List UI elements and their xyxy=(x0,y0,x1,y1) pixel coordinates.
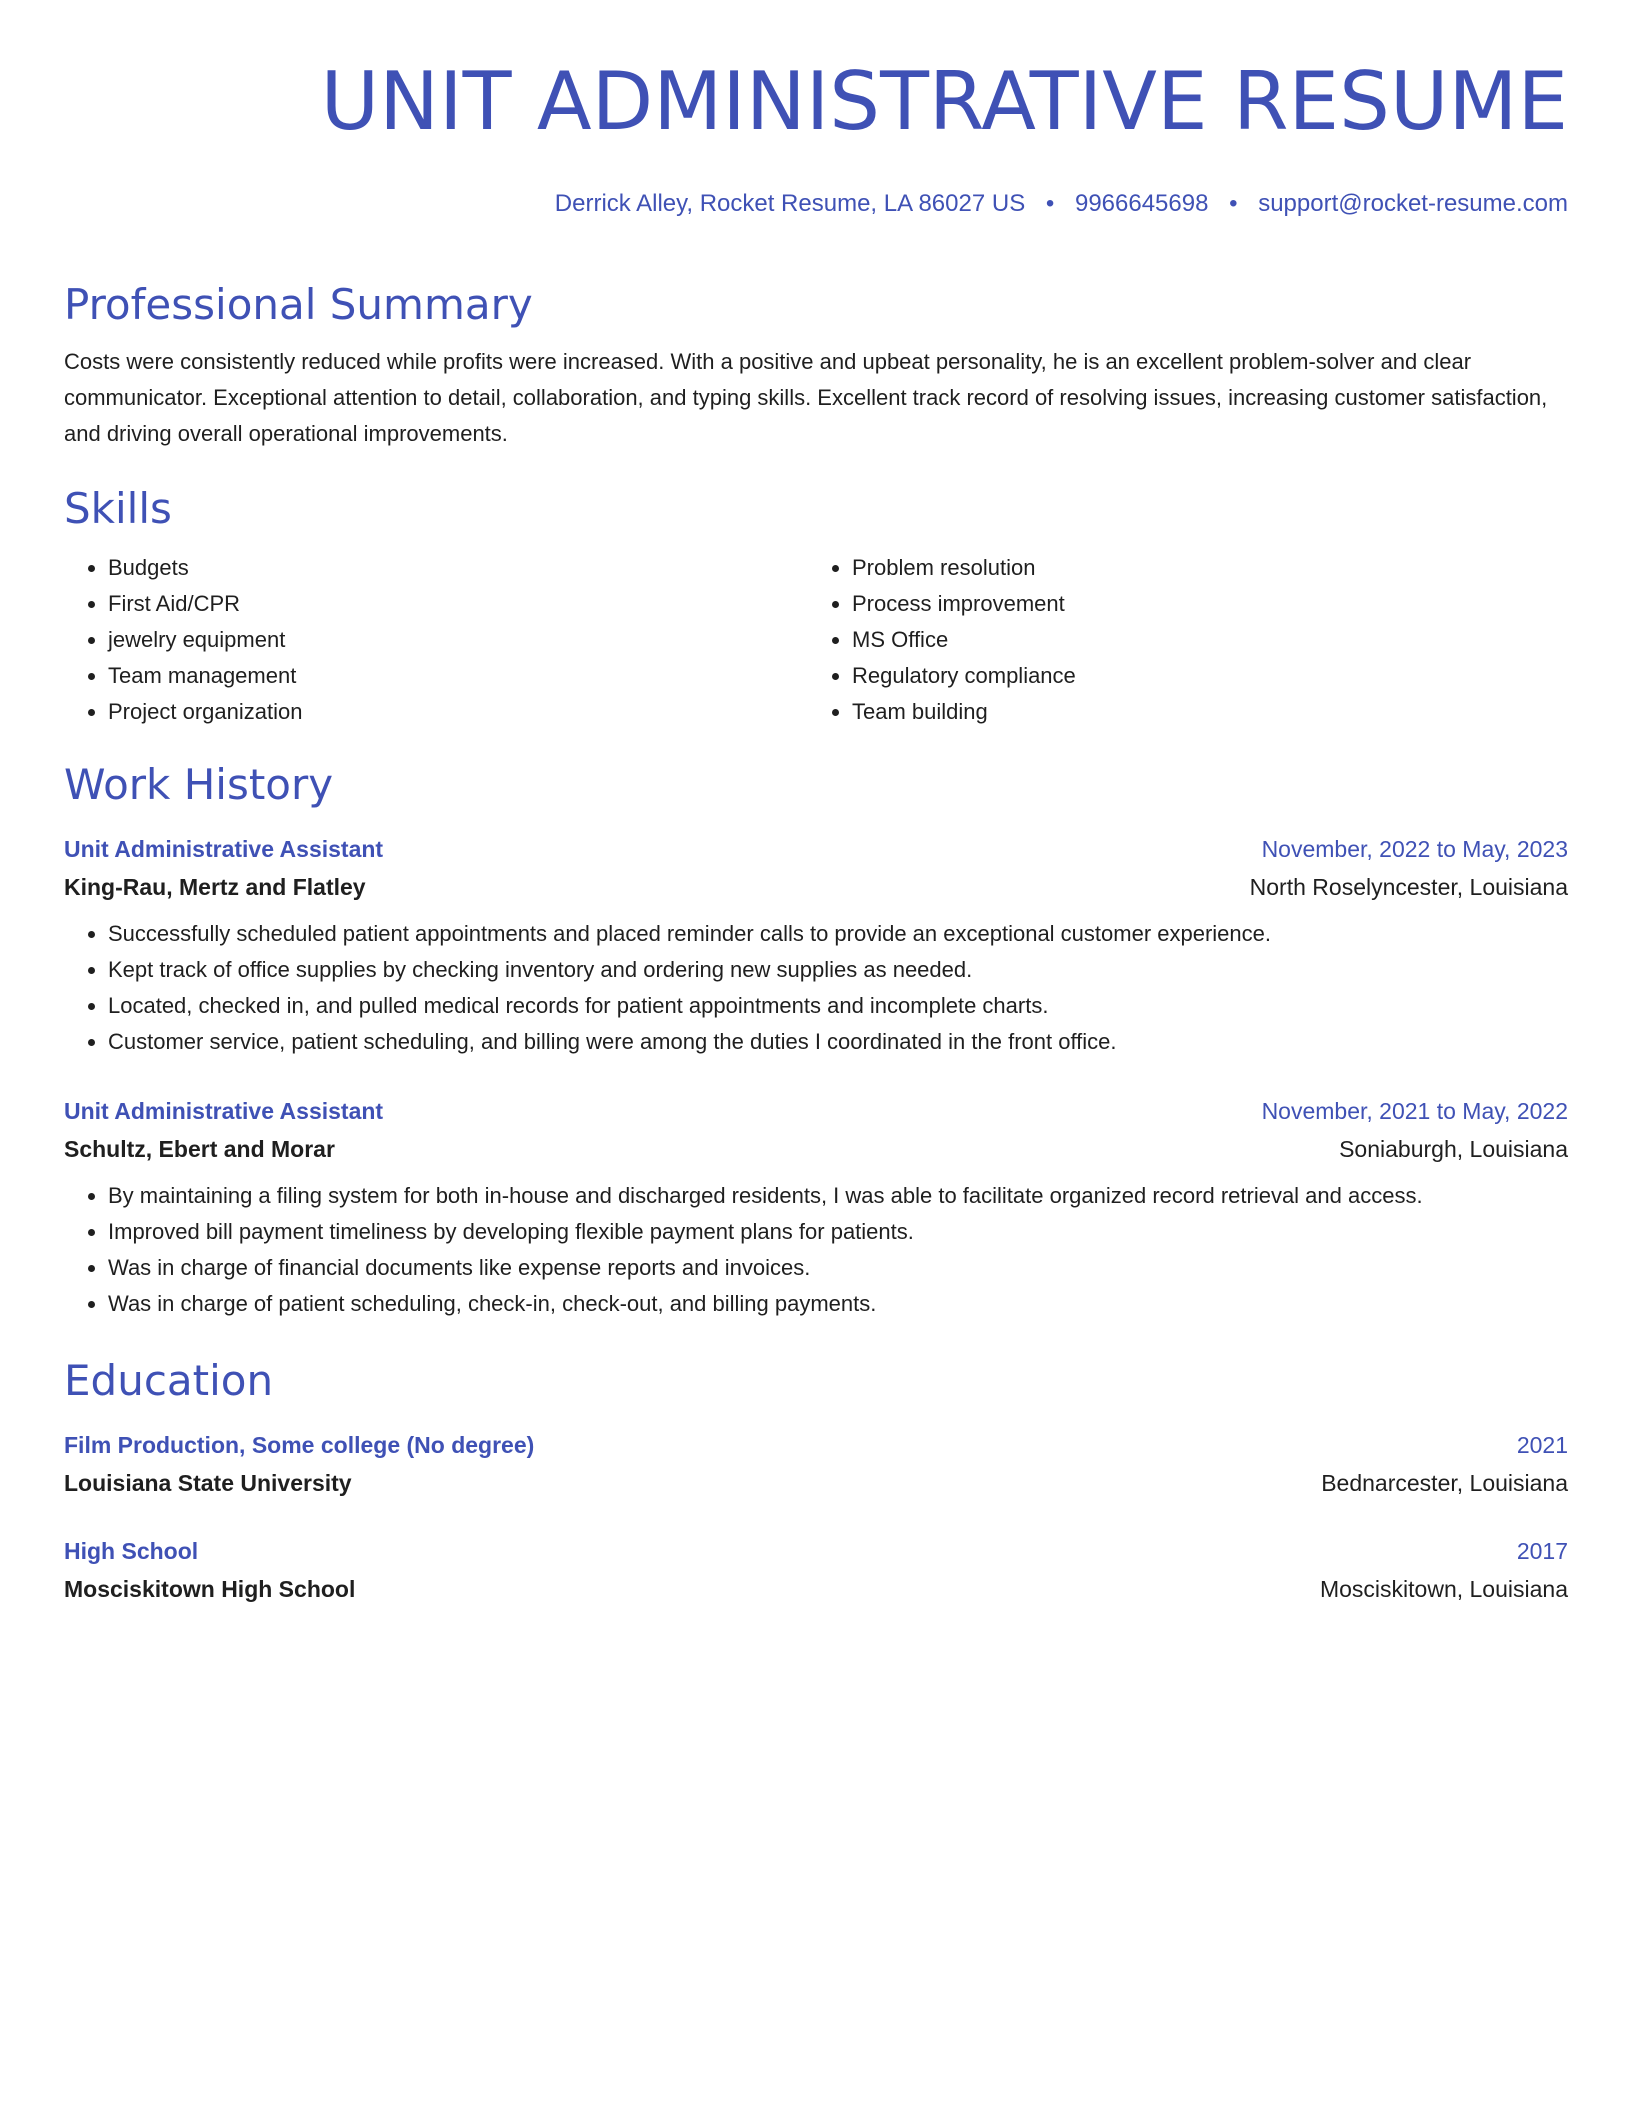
skill-item: • Process improvement xyxy=(852,586,1552,622)
skills-column-left xyxy=(64,550,808,730)
job-company-row xyxy=(64,868,1568,906)
education-entry xyxy=(64,1532,1568,1608)
job-bullet: • Kept track of office supplies by checking inventory and ordering new supplies as needed. xyxy=(108,952,1568,988)
job-entry xyxy=(64,830,1568,1060)
job-bullet: • Located, checked in, and pulled medical records for patient appointments and incomplete charts. xyxy=(108,988,1568,1024)
education-year: 2021 xyxy=(1516,1432,1568,1458)
job-bullet: • Customer service, patient scheduling, and billing were among the duties I coordinated in the front office. xyxy=(108,1024,1568,1060)
education-location: Bednarcester, Louisiana xyxy=(1321,1470,1568,1496)
education-degree: Film Production, Some college (No degree) xyxy=(64,1432,535,1458)
contact-separator: • xyxy=(1045,190,1055,217)
education-school: Mosciskitown High School xyxy=(64,1576,356,1602)
skill-item: • Problem resolution xyxy=(852,550,1552,586)
skills-heading: Skills xyxy=(64,484,172,533)
job-location: North Roselyncester, Louisiana xyxy=(1249,874,1568,900)
education-school: Louisiana State University xyxy=(64,1470,352,1496)
summary-text: Costs were consistently reduced while profits were increased. With a positive and upbeat personality, he is an excellent problem-solver and clear communicator. Exceptional attention to detail, collaboration, and typing skills. Excellent track record of resolving issues, increasing customer satisfaction, and driving overall operational improvements. xyxy=(64,349,1548,446)
education-degree: High School xyxy=(64,1538,199,1564)
job-header-row xyxy=(64,830,1568,868)
skill-item: • Regulatory compliance xyxy=(852,658,1552,694)
job-bullet: • By maintaining a filing system for both in-house and discharged residents, I was able to facilitate organized record retrieval and access. xyxy=(108,1178,1568,1214)
job-company: Schultz, Ebert and Morar xyxy=(64,1136,335,1162)
skills-column-right xyxy=(808,550,1552,730)
skill-item: • Project organization xyxy=(108,694,808,730)
contact-email: support@rocket-resume.com xyxy=(1258,190,1568,217)
education-heading: Education xyxy=(64,1356,274,1405)
contact-phone: 9966645698 xyxy=(1074,190,1209,217)
job-role: Unit Administrative Assistant xyxy=(64,1098,384,1124)
contact-line xyxy=(64,188,1568,220)
skill-item: • Team building xyxy=(852,694,1552,730)
job-dates: November, 2021 to May, 2022 xyxy=(1261,1098,1568,1124)
education-school-row xyxy=(64,1570,1568,1608)
job-company: King-Rau, Mertz and Flatley xyxy=(64,874,366,900)
resume-header xyxy=(64,0,1568,220)
job-bullets xyxy=(64,1178,1568,1322)
education-header-row xyxy=(64,1426,1568,1464)
job-company-row xyxy=(64,1130,1568,1168)
work-history-heading: Work History xyxy=(64,760,334,809)
skill-item: • MS Office xyxy=(852,622,1552,658)
skill-item: • Team management xyxy=(108,658,808,694)
skill-item: • Budgets xyxy=(108,550,808,586)
summary-heading: Professional Summary xyxy=(64,280,533,329)
job-bullets xyxy=(64,916,1568,1060)
skill-item: • jewelry equipment xyxy=(108,622,808,658)
job-bullet: • Successfully scheduled patient appointments and placed reminder calls to provide an exceptional customer experience. xyxy=(108,916,1568,952)
education-location: Mosciskitown, Louisiana xyxy=(1319,1576,1568,1602)
job-dates: November, 2022 to May, 2023 xyxy=(1261,836,1568,862)
contact-address: Derrick Alley, Rocket Resume, LA 86027 US xyxy=(554,190,1026,217)
education-year: 2017 xyxy=(1516,1538,1568,1564)
contact-separator: • xyxy=(1229,190,1238,217)
skill-item: • First Aid/CPR xyxy=(108,586,808,622)
job-header-row xyxy=(64,1092,1568,1130)
job-bullet: • Was in charge of financial documents like expense reports and invoices. xyxy=(108,1250,1568,1286)
education-school-row xyxy=(64,1464,1568,1502)
job-bullet: • Improved bill payment timeliness by developing flexible payment plans for patients. xyxy=(108,1214,1568,1250)
skills-list xyxy=(64,550,1568,730)
job-role: Unit Administrative Assistant xyxy=(64,836,384,862)
job-location: Soniaburgh, Louisiana xyxy=(1339,1136,1568,1162)
resume-title: UNIT ADMINISTRATIVE RESUME xyxy=(320,55,1568,148)
job-entry xyxy=(64,1092,1568,1322)
job-bullet: • Was in charge of patient scheduling, check-in, check-out, and billing payments. xyxy=(108,1286,1568,1322)
education-entry xyxy=(64,1426,1568,1502)
education-header-row xyxy=(64,1532,1568,1570)
